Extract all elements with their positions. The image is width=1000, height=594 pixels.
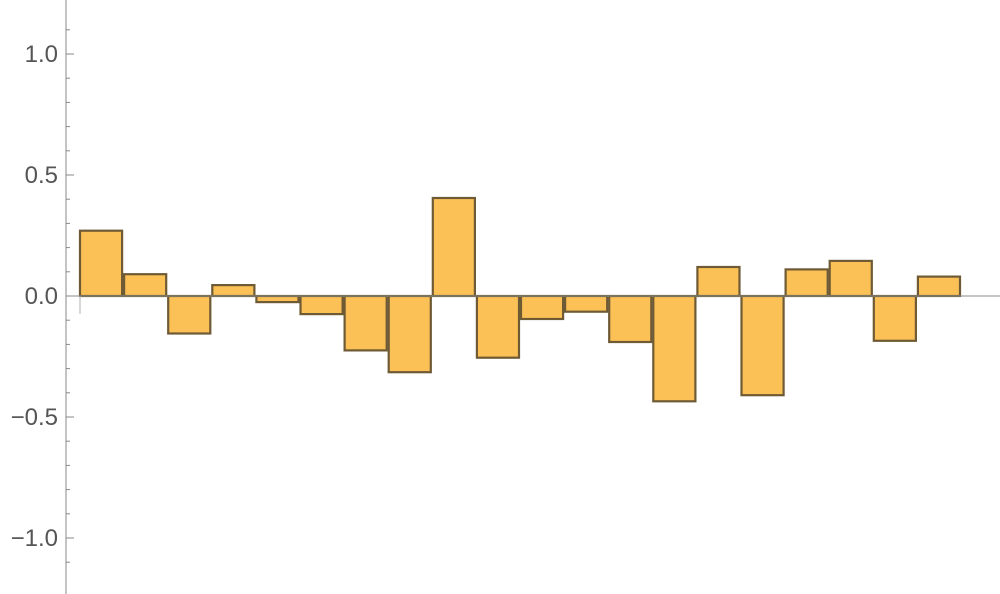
bar-11 <box>521 296 563 319</box>
bar-7 <box>345 296 387 350</box>
bar-6 <box>301 296 343 314</box>
y-tick-label: −0.5 <box>10 404 58 431</box>
bar-5 <box>256 296 298 302</box>
bar-19 <box>874 296 916 341</box>
bar-10 <box>477 296 519 358</box>
y-tick-label: 1.0 <box>24 41 58 68</box>
bar-13 <box>609 296 651 342</box>
bars-layer <box>80 198 960 401</box>
bar-15 <box>697 267 739 296</box>
bar-20 <box>918 277 960 296</box>
tick-labels-layer <box>11 41 58 552</box>
bar-3 <box>168 296 210 334</box>
bar-4 <box>212 285 254 296</box>
bar-17 <box>786 269 828 296</box>
bar-16 <box>742 296 784 395</box>
y-tick-label: 0.0 <box>24 283 58 310</box>
bar-12 <box>565 296 607 312</box>
bar-1 <box>80 231 122 296</box>
bar-8 <box>389 296 431 372</box>
y-tick-label: 0.5 <box>24 162 58 189</box>
y-tick-label: −1.0 <box>10 525 58 552</box>
bar-14 <box>653 296 695 401</box>
bar-2 <box>124 274 166 296</box>
bar-9 <box>433 198 475 296</box>
bar-18 <box>830 261 872 296</box>
